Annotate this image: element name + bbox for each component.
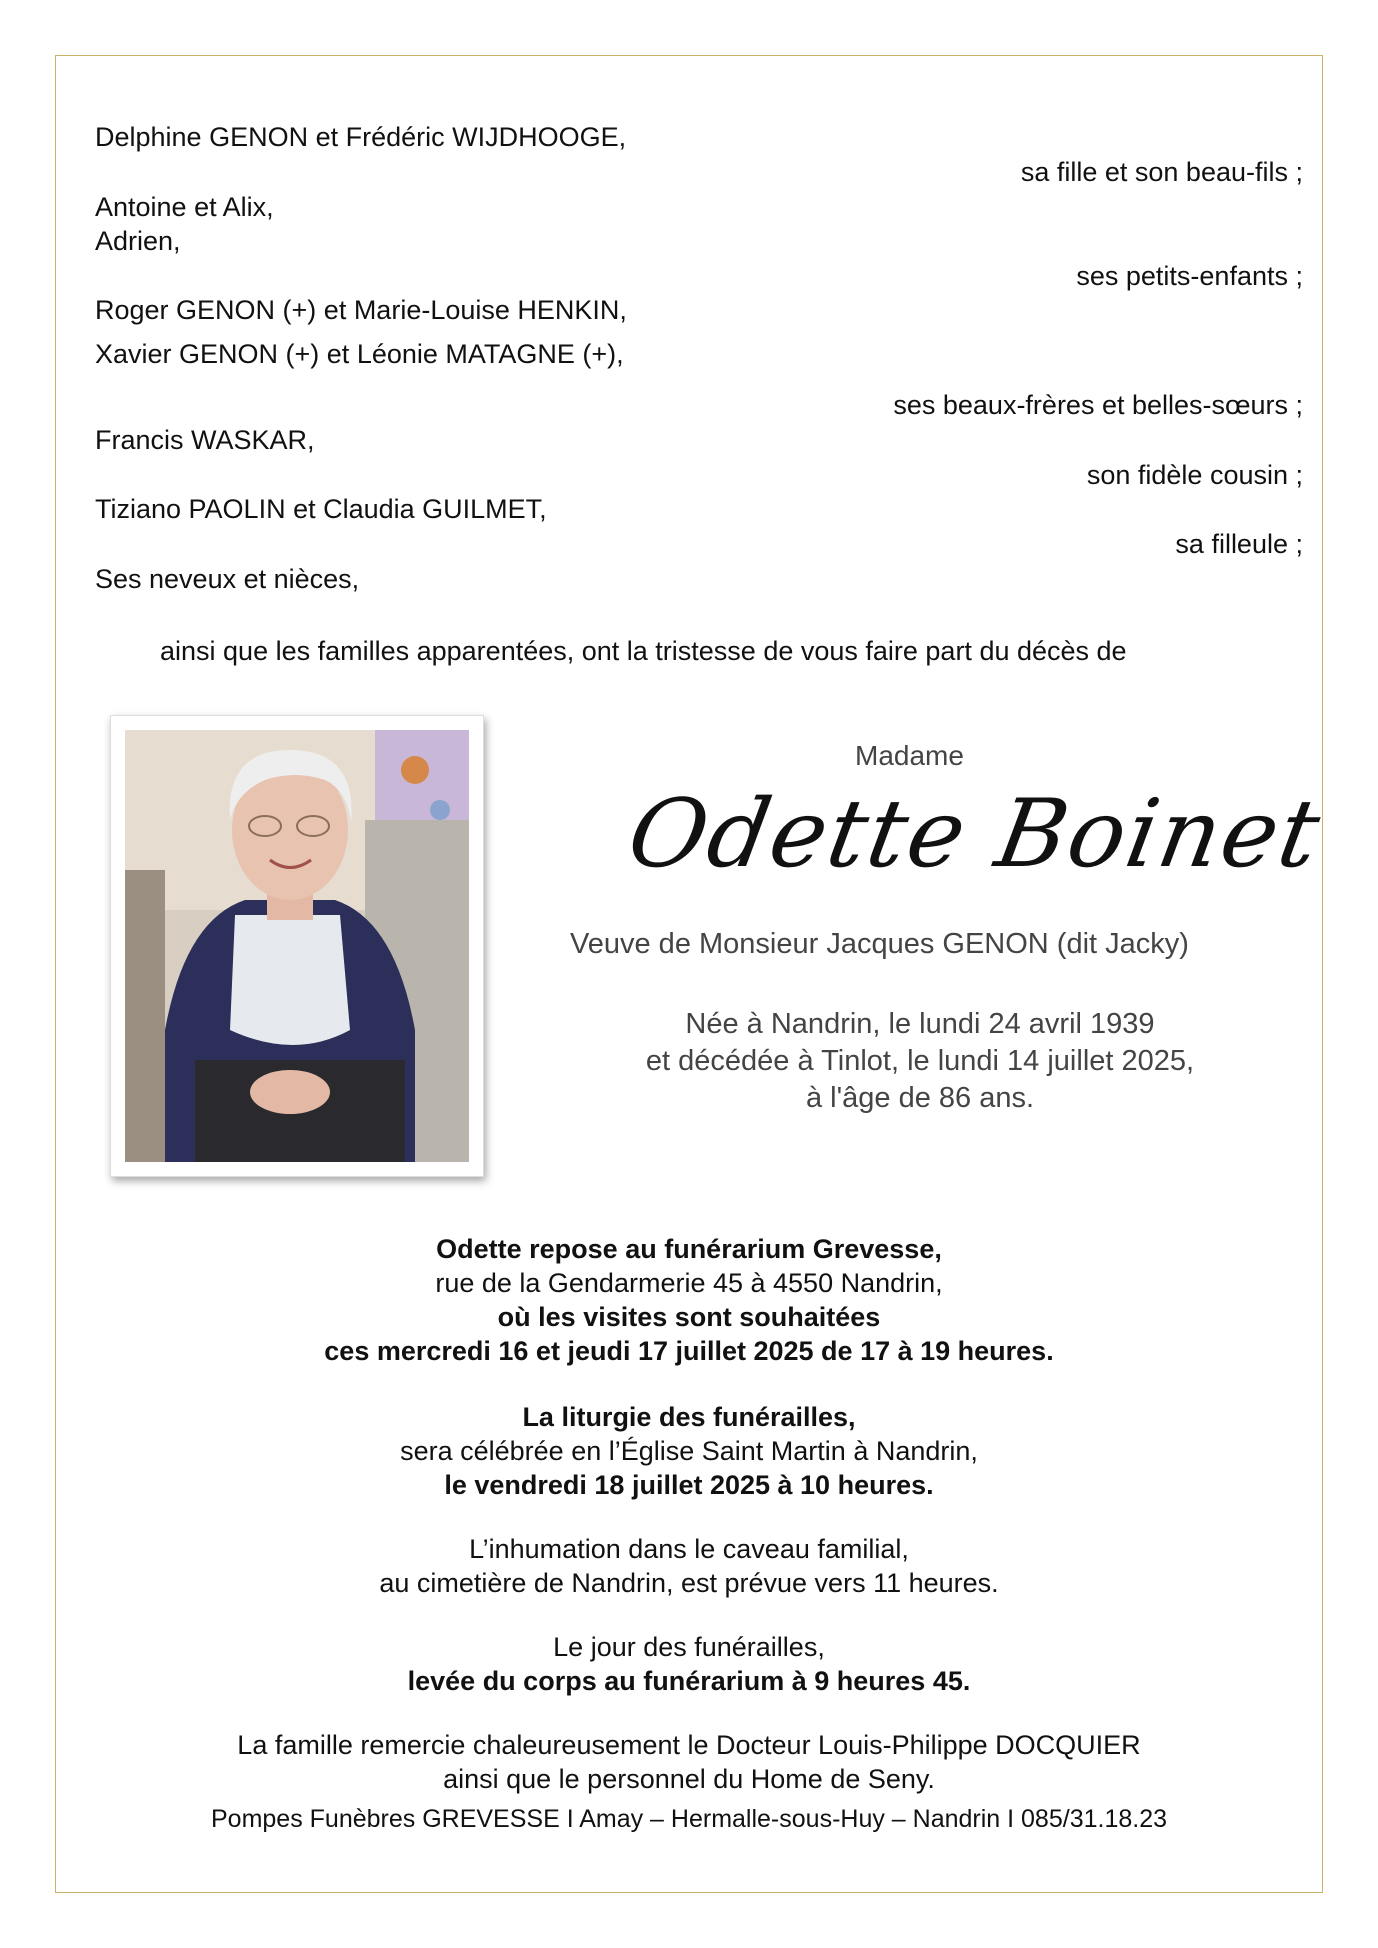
title-madame: Madame <box>855 740 964 771</box>
daughter-line: Delphine GENON et Frédéric WIJDHOOGE, <box>95 122 627 152</box>
birth-line: Née à Nandrin, le lundi 24 avril 1939 <box>685 1008 1155 1040</box>
daughter-relation: sa fille et son beau-fils ; <box>1020 157 1303 187</box>
liturgy-line-2: sera célébrée en l’Église Saint Martin à Nandrin, <box>400 1436 978 1466</box>
departure-line-1: Le jour des funérailles, <box>553 1632 825 1662</box>
burial-line-1: L’inhumation dans le caveau familial, <box>469 1534 909 1564</box>
grandchildren-line-2: Adrien, <box>95 226 181 256</box>
visitation-line-3: où les visites sont souhaitées <box>497 1302 881 1332</box>
widow-of-line: Veuve de Monsieur Jacques GENON (dit Jacky) <box>570 928 1189 960</box>
age-line: à l'âge de 86 ans. <box>805 1082 1035 1114</box>
announcement-line: ainsi que les familles apparentées, ont la tristesse de vous faire part du décès de <box>160 636 1127 666</box>
thanks-line-2: ainsi que le personnel du Home de Seny. <box>443 1764 935 1794</box>
cousin-relation: son fidèle cousin ; <box>1086 460 1303 490</box>
departure-line-2: levée du corps au funérarium à 9 heures 45. <box>407 1666 971 1696</box>
deceased-name: Odette Boinet <box>620 780 1330 889</box>
liturgy-line-3: le vendredi 18 juillet 2025 à 10 heures. <box>444 1470 934 1500</box>
thanks-line-1: La famille remercie chaleureusement le Docteur Louis-Philippe DOCQUIER <box>237 1730 1141 1760</box>
goddaughter-line: Tiziano PAOLIN et Claudia GUILMET, <box>95 494 547 524</box>
portrait-photo <box>110 715 484 1177</box>
funeral-home-footer: Pompes Funèbres GREVESSE I Amay – Hermalle-sous-Huy – Nandrin I 085/31.18.23 <box>210 1805 1168 1833</box>
inlaws-line-2: Xavier GENON (+) et Léonie MATAGNE (+), <box>95 339 624 369</box>
grandchildren-line-1: Antoine et Alix, <box>95 192 274 222</box>
grandchildren-relation: ses petits-enfants ; <box>1076 261 1303 291</box>
goddaughter-relation: sa filleule ; <box>1175 529 1303 559</box>
nephews-line: Ses neveux et nièces, <box>95 564 360 594</box>
burial-line-2: au cimetière de Nandrin, est prévue vers 11 heures. <box>379 1568 999 1598</box>
visitation-line-4: ces mercredi 16 et jeudi 17 juillet 2025 de 17 à 19 heures. <box>324 1336 1054 1366</box>
liturgy-line-1: La liturgie des funérailles, <box>522 1402 856 1432</box>
inlaws-line-1: Roger GENON (+) et Marie-Louise HENKIN, <box>95 295 627 325</box>
visitation-line-2: rue de la Gendarmerie 45 à 4550 Nandrin, <box>435 1268 943 1298</box>
visitation-line-1: Odette repose au funérarium Grevesse, <box>436 1234 942 1264</box>
cousin-line: Francis WASKAR, <box>95 425 315 455</box>
death-line: et décédée à Tinlot, le lundi 14 juillet 2025, <box>645 1045 1195 1077</box>
inlaws-relation: ses beaux-frères et belles-sœurs ; <box>893 390 1303 420</box>
portrait-illustration <box>125 730 469 1162</box>
